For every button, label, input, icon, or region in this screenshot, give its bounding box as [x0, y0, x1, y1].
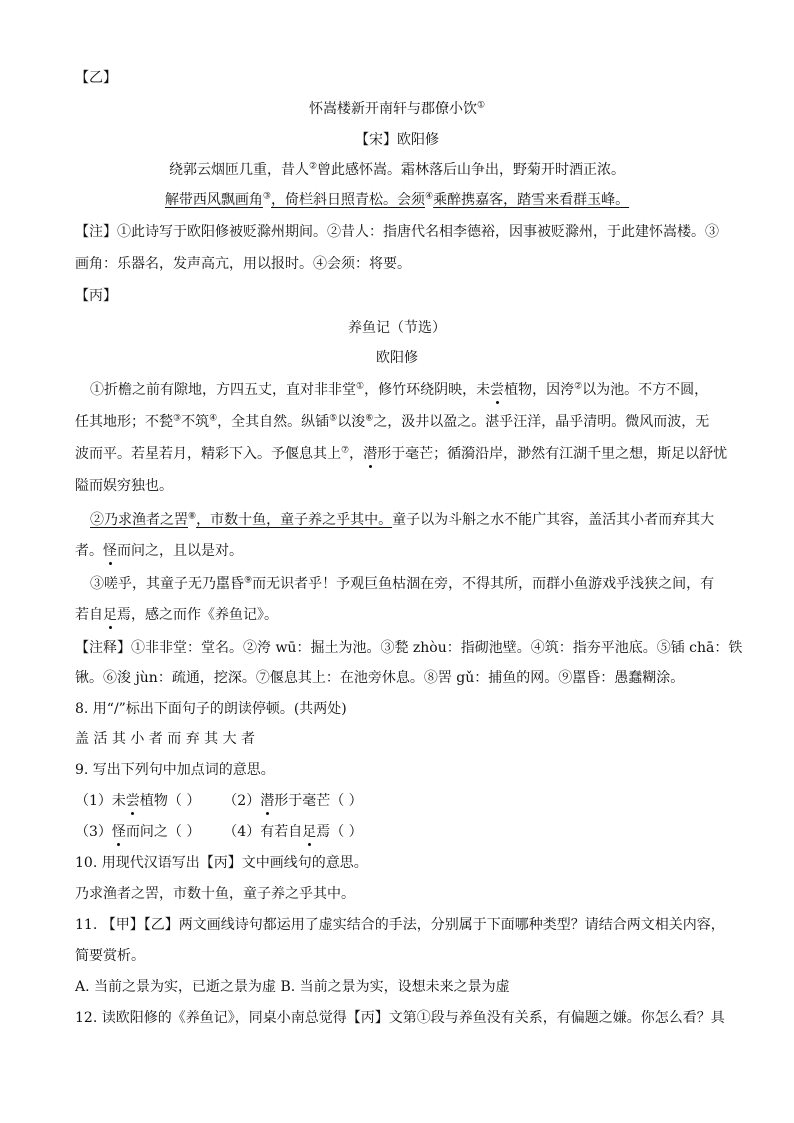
essay-title: 养鱼记（节选）: [348, 320, 446, 336]
essay-note-1: 【注释】①非非堂：堂名。②洿 wū：掘土为池。③甃 zhòu：指砌池壁。④筑：指夯平池底。⑤锸 chā：铁: [75, 640, 743, 656]
question-11-options: A. 当前之景为实，已逝之景为虚 B. 当前之景为实，设想未来之景为虚: [75, 979, 510, 995]
poem-line-2-underlined: 解带西风飘画角③，倚栏斜日照青松。会须④乘醉携嘉客，踏雪来看群玉峰。: [164, 191, 630, 208]
poem-note-1: 【注】①此诗写于欧阳修被贬滁州期间。②昔人：指唐代名相李德裕，因事被贬滁州，于此建怀嵩楼。③: [75, 224, 719, 240]
question-8: 8. 用“/”标出下面句子的朗读停顿。(共两处): [75, 701, 347, 717]
question-9: 9. 写出下列句中加点词的意思。: [75, 762, 275, 778]
q9-item-2: （2）潜形于毫芒（ ）: [223, 793, 363, 809]
question-11-line-2: 简要赏析。: [75, 948, 145, 964]
section-yi-header: 【乙】: [75, 70, 117, 86]
essay-p2-line-2: 者。怪而问之，且以是对。: [75, 543, 243, 559]
poem-line-1: 绕郭云烟匝几重，昔人②曾此感怀嵩。霜林落后山争出，野菊开时酒正浓。: [168, 161, 626, 178]
question-10-sentence: 乃求渔者之罟，市数十鱼，童子养之乎其中。: [75, 886, 355, 902]
q9-item-3: （3）怪而问之（ ）: [75, 824, 201, 840]
question-9-items-row-2: [75, 822, 725, 842]
q9-item-1: （1）未尝植物（ ）: [75, 793, 201, 809]
question-11-line-1: 11. 【甲】【乙】两文画线诗句都运用了虚实结合的手法，分别属于下面哪种类型？请结合两文相关内容，: [75, 917, 725, 933]
essay-p2-line-1: ②乃求渔者之罟⑧，市数十鱼，童子养之乎其中。童子以为斗斛之水不能广其容，盖活其小者而弃其大: [90, 511, 715, 528]
essay-author: 欧阳修: [376, 350, 418, 366]
essay-p1-line-2: 任其地形；不甃③不筑④，全其自然。纵锸⑤以浚⑥之，汲井以盈之。湛乎汪洋，晶乎清明。微风而波，无: [75, 413, 710, 430]
poem-note-2: 画角：乐器名，发声高亢，用以报时。④会须：将要。: [75, 256, 411, 272]
essay-p1-line-1: ①折檐之前有隙地，方四五丈，直对非非堂①，修竹环绕阴映，未尝植物，因洿②以为池。不方不圆，: [90, 381, 709, 398]
question-12: 12. 读欧阳修的《养鱼记》，同桌小南总觉得【丙】文第①段与养鱼没有关系，有偏题之嫌。你怎么看？具: [75, 1010, 725, 1026]
question-10: 10. 用现代汉语写出【丙】文中画线句的意思。: [75, 855, 368, 871]
question-9-items-row-1: [75, 791, 725, 811]
q9-item-4: （4）有若自足焉（ ）: [223, 824, 363, 840]
essay-p3-line-1: ③嗟乎，其童子无乃嚚昏⑨而无识者乎！予观巨鱼枯涸在旁，不得其所，而群小鱼游戏乎浅狭之间，有: [90, 575, 715, 592]
question-8-sentence: 盖 活 其 小 者 而 弃 其 大 者: [75, 731, 256, 747]
essay-note-2: 锹。⑥浚 jùn：疏通，挖深。⑦偃息其上：在池旁休息。⑧罟 gǔ：捕鱼的网。⑨嚚昏：愚蠢糊涂。: [75, 670, 685, 686]
section-bing-header: 【丙】: [75, 288, 117, 304]
essay-p3-line-2: 若自足焉，感之而作《养鱼记》。: [75, 607, 278, 623]
essay-p1-line-3: 波而平。若星若月，精彩下入。予偃息其上⑦，潜形于毫芒；循漪沿岸，渺然有江湖千里之想，斯足以舒忧: [75, 445, 728, 462]
poem-title: 怀嵩楼新开南轩与郡僚小饮①: [308, 100, 486, 117]
essay-p1-line-4: 隘而娱穷独也。: [75, 478, 173, 494]
poem-author: 【宋】欧阳修: [355, 132, 439, 148]
